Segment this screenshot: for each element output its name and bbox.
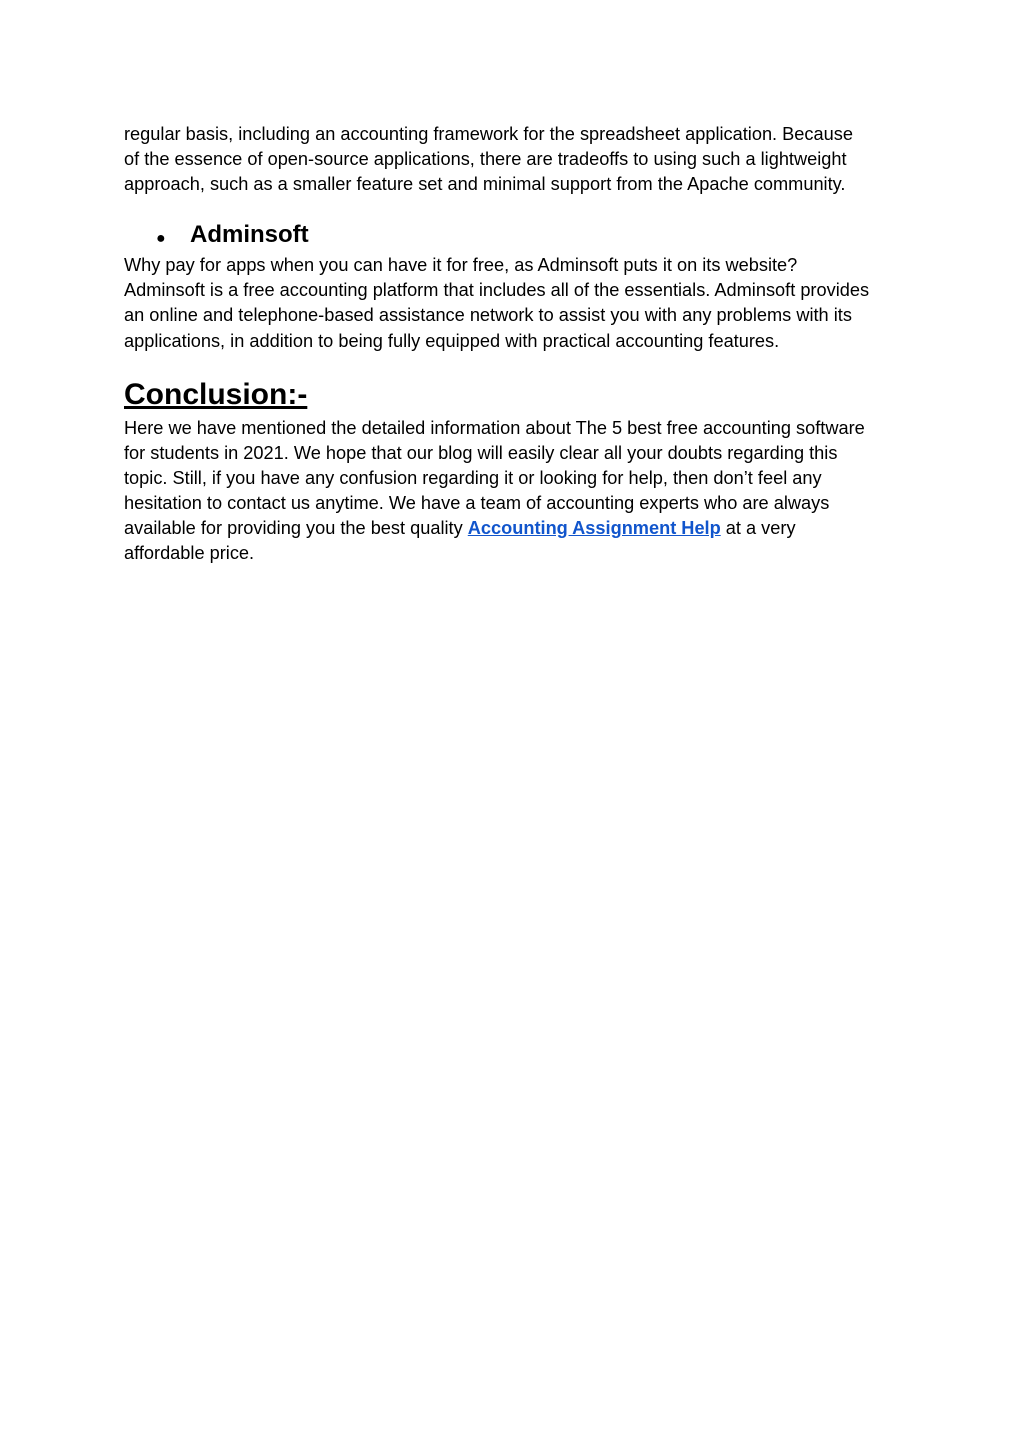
conclusion-text-before-link: Here we have mentioned the detailed information about The 5 best free accounting software for students in 2021. We hope that our blog will easily clear all your doubts regarding this topic. Still, if you have any confusion regarding it or looking for help, then don’t feel any hesitation to contact us anytime. We have a team of accounting experts who are always available for providing you the best quality <box>124 417 865 539</box>
bullet-icon: ● <box>156 230 166 248</box>
conclusion-text-after-link: at a very affordable price. <box>124 518 796 564</box>
intro-paragraph: regular basis, including an accounting framework for the spreadsheet application. Because of the essence of open-source applications, there are tradeoffs to using such a lightweight approach, such as a smaller feature set and minimal support from the Apache community. <box>124 124 853 195</box>
adminsoft-heading: Adminsoft <box>190 221 309 249</box>
adminsoft-list-item <box>124 219 914 253</box>
conclusion-heading: Conclusion:- <box>124 377 308 411</box>
document-page <box>124 122 914 566</box>
adminsoft-paragraph: Why pay for apps when you can have it for free, as Adminsoft puts it on its website? Adminsoft is a free accounting platform that includes all of the essentials. Adminsoft provides an online and telephone-based assistance network to assist you with any problems with its applications, in addition to being fully equipped with practical accounting features. <box>124 255 870 351</box>
conclusion-paragraph <box>124 416 914 567</box>
accounting-assignment-help-link[interactable]: Accounting Assignment Help <box>467 518 721 539</box>
